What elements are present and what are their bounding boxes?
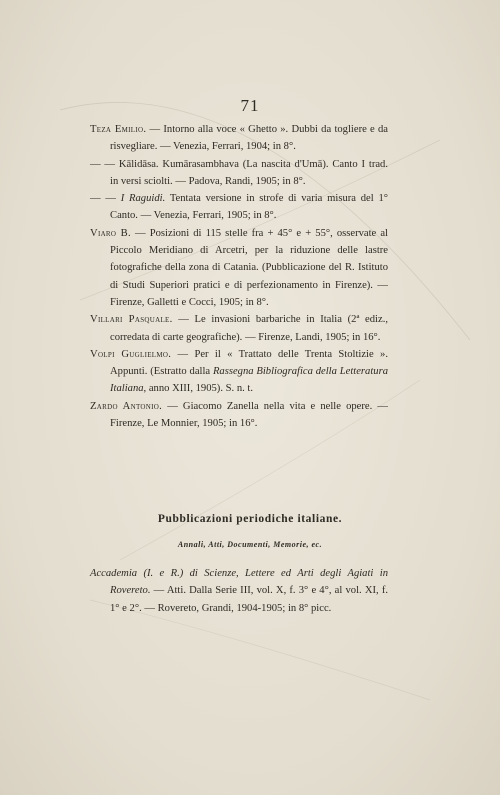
bibliography-entry: [90, 190, 388, 225]
entry-text: — Intorno alla voce « Ghetto ». Dubbi da togliere e da risvegliare. — Venezia, Ferrari, 1904; in 8°.: [110, 124, 389, 153]
page-number: 71: [240, 96, 260, 115]
entry-author: Viaro B.: [90, 227, 131, 239]
entry-journal-title: Rassegna Bibliografica della Letteratura Italiana: [110, 366, 388, 395]
periodical-text: — Atti. Dalla Serie III, vol. X, f. 3° e 4°, al vol. XI, f. 1° e 2°. — Rovereto, Grandi, 1904-1905; in 8° picc.: [110, 585, 388, 614]
entry-text: — Per il « Trattato delle Trenta Stoltizie ». Appunti. (Estratto dalla: [110, 348, 388, 378]
entry-text: Kālidāsa. Kumārasambhava (La nascita d'Umā). Canto I trad. in versi sciolti. — Padova, Randi, 1905; in 8°.: [110, 158, 388, 187]
entry-text: Tentata versione in strofe di varia misura del 1° Canto. — Venezia, Ferrari, 1905; in 8°.: [110, 193, 388, 222]
bibliography-entry: [90, 311, 388, 346]
entry-text: , anno XIII, 1905). S. n. t.: [143, 383, 254, 395]
bibliography-entry: [90, 121, 388, 156]
entry-author: Zardo Antonio.: [90, 400, 163, 412]
bibliography-list: [90, 121, 388, 432]
section-subtitle: Annali, Atti, Documenti, Memorie, ec.: [177, 540, 323, 549]
entry-text: — Le invasioni barbariche in Italia (2ª ediz., corredata di carte geografiche). — Firenze, Landi, 1905; in 16°.: [110, 314, 388, 343]
bibliography-entry: [90, 225, 388, 311]
entry-text: — Giacomo Zanella nella vita e nelle opere. — Firenze, Le Monnier, 1905; in 16°.: [110, 400, 388, 430]
periodical-entry: [90, 565, 388, 617]
entry-text: — Posizioni di 115 stelle fra + 45° e + 55°, osservate al Piccolo Meridiano di Arcetri, per la riduzione delle lastre fotografiche della zona di Catania. (Pubblicazione del R. Istituto di Studi Superiori pratici e di perfezionamento in Firenze). — Firenze, Galletti e Cocci, 1905; in 8°.: [110, 227, 388, 308]
entry-author: Volpi Guglielmo.: [90, 348, 172, 360]
periodicals-list: [90, 565, 388, 617]
entry-author: Villari Pasquale.: [90, 314, 173, 326]
section-title: Pubblicazioni periodiche italiane.: [157, 513, 343, 525]
bibliography-entry: [90, 156, 388, 191]
entry-title: I Raguidi.: [115, 193, 166, 205]
entry-author: Teza Emilio.: [90, 124, 147, 135]
periodical-publisher: Accademia (I. e R.) di Scienze, Lettere ed Arti degli Agiati in Rovereto.: [90, 568, 388, 597]
bibliography-entry: [90, 398, 388, 433]
bibliography-entry: [90, 346, 388, 398]
entry-author: — —: [90, 193, 116, 205]
entry-author: — —: [90, 158, 116, 170]
